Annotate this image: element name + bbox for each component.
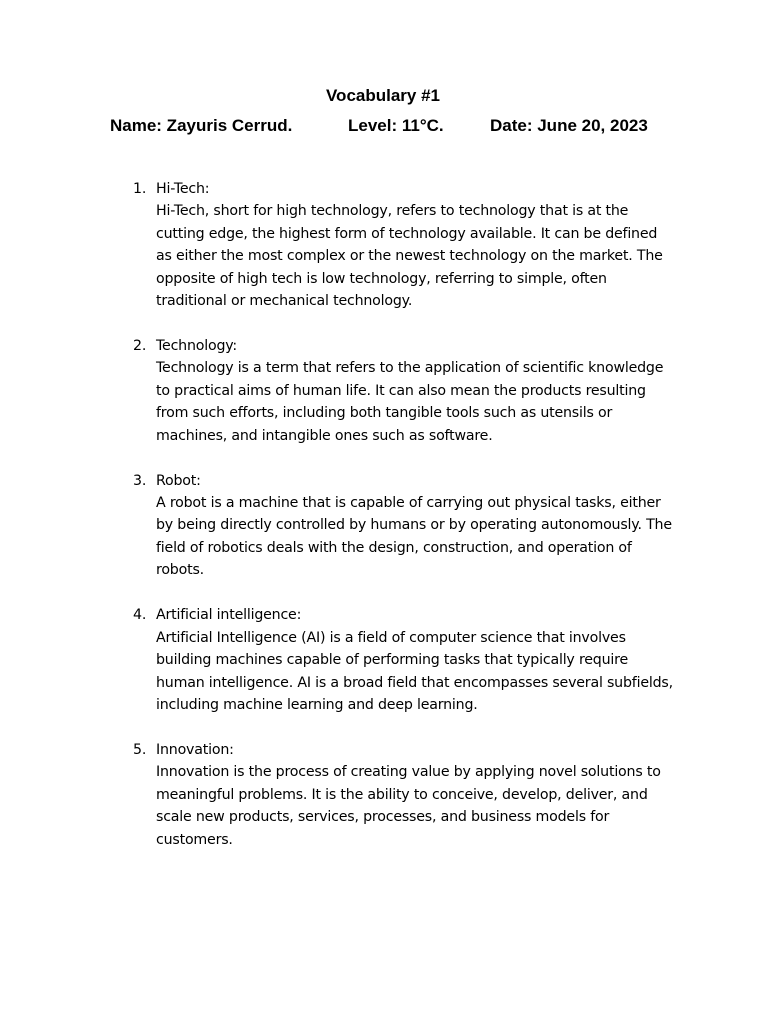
vocabulary-term: Hi-Tech:	[156, 181, 210, 197]
vocabulary-definition: Artificial Intelligence (AI) is a field of computer science that involves building machines capable of performing tasks that typically require human intelligence. AI is a broad field that encompasses several subfields, including machine learning and deep learning.	[156, 629, 673, 713]
vocabulary-term: Artificial intelligence:	[156, 607, 302, 624]
vocabulary-definition: Innovation is the process of creating value by applying novel solutions to meaningful problems. It is the ability to conceive, develop, deliver, and scale new products, services, processes, and business models for customers.	[156, 764, 661, 848]
vocabulary-definition: A robot is a machine that is capable of carrying out physical tasks, either by being directly controlled by humans or by operating autonomously. The field of robotics deals with the design, construction, and operation of robots.	[156, 495, 672, 579]
document-date: Date: June 20, 2023	[490, 116, 648, 135]
item-number: 5.	[133, 741, 147, 758]
vocabulary-definition: Hi-Tech, short for high technology, refers to technology that is at the cutting edge, the highest form of technology available. It can be defined as either the most complex or the newest technology on the market. The opposite of high tech is low technology, referring to simple, often traditional or mechanical technology.	[156, 203, 663, 310]
vocabulary-item-technology	[0, 335, 676, 447]
item-number: 3.	[133, 472, 147, 489]
page-title: Vocabulary #1	[325, 86, 441, 105]
vocabulary-definition: Technology is a term that refers to the application of scientific knowledge to practical aims of human life. It can also mean the products resulting from such efforts, including both tangible tools such as utensils or machines, and intangible ones such as software.	[156, 360, 664, 444]
vocabulary-term: Innovation:	[156, 741, 234, 758]
item-number: 1.	[133, 181, 147, 197]
vocabulary-item-hi-tech	[0, 178, 676, 312]
vocabulary-item-innovation	[0, 739, 676, 851]
student-level: Level: 11°C.	[348, 116, 444, 135]
student-name: Name: Zayuris Cerrud.	[110, 116, 293, 135]
vocabulary-list	[0, 178, 768, 874]
item-number: 4.	[133, 607, 147, 624]
item-number: 2.	[133, 338, 147, 355]
vocabulary-term: Technology:	[156, 338, 238, 355]
vocabulary-item-robot	[0, 470, 676, 582]
vocabulary-term: Robot:	[156, 472, 201, 489]
vocabulary-item-artificial-intelligence	[0, 604, 676, 716]
